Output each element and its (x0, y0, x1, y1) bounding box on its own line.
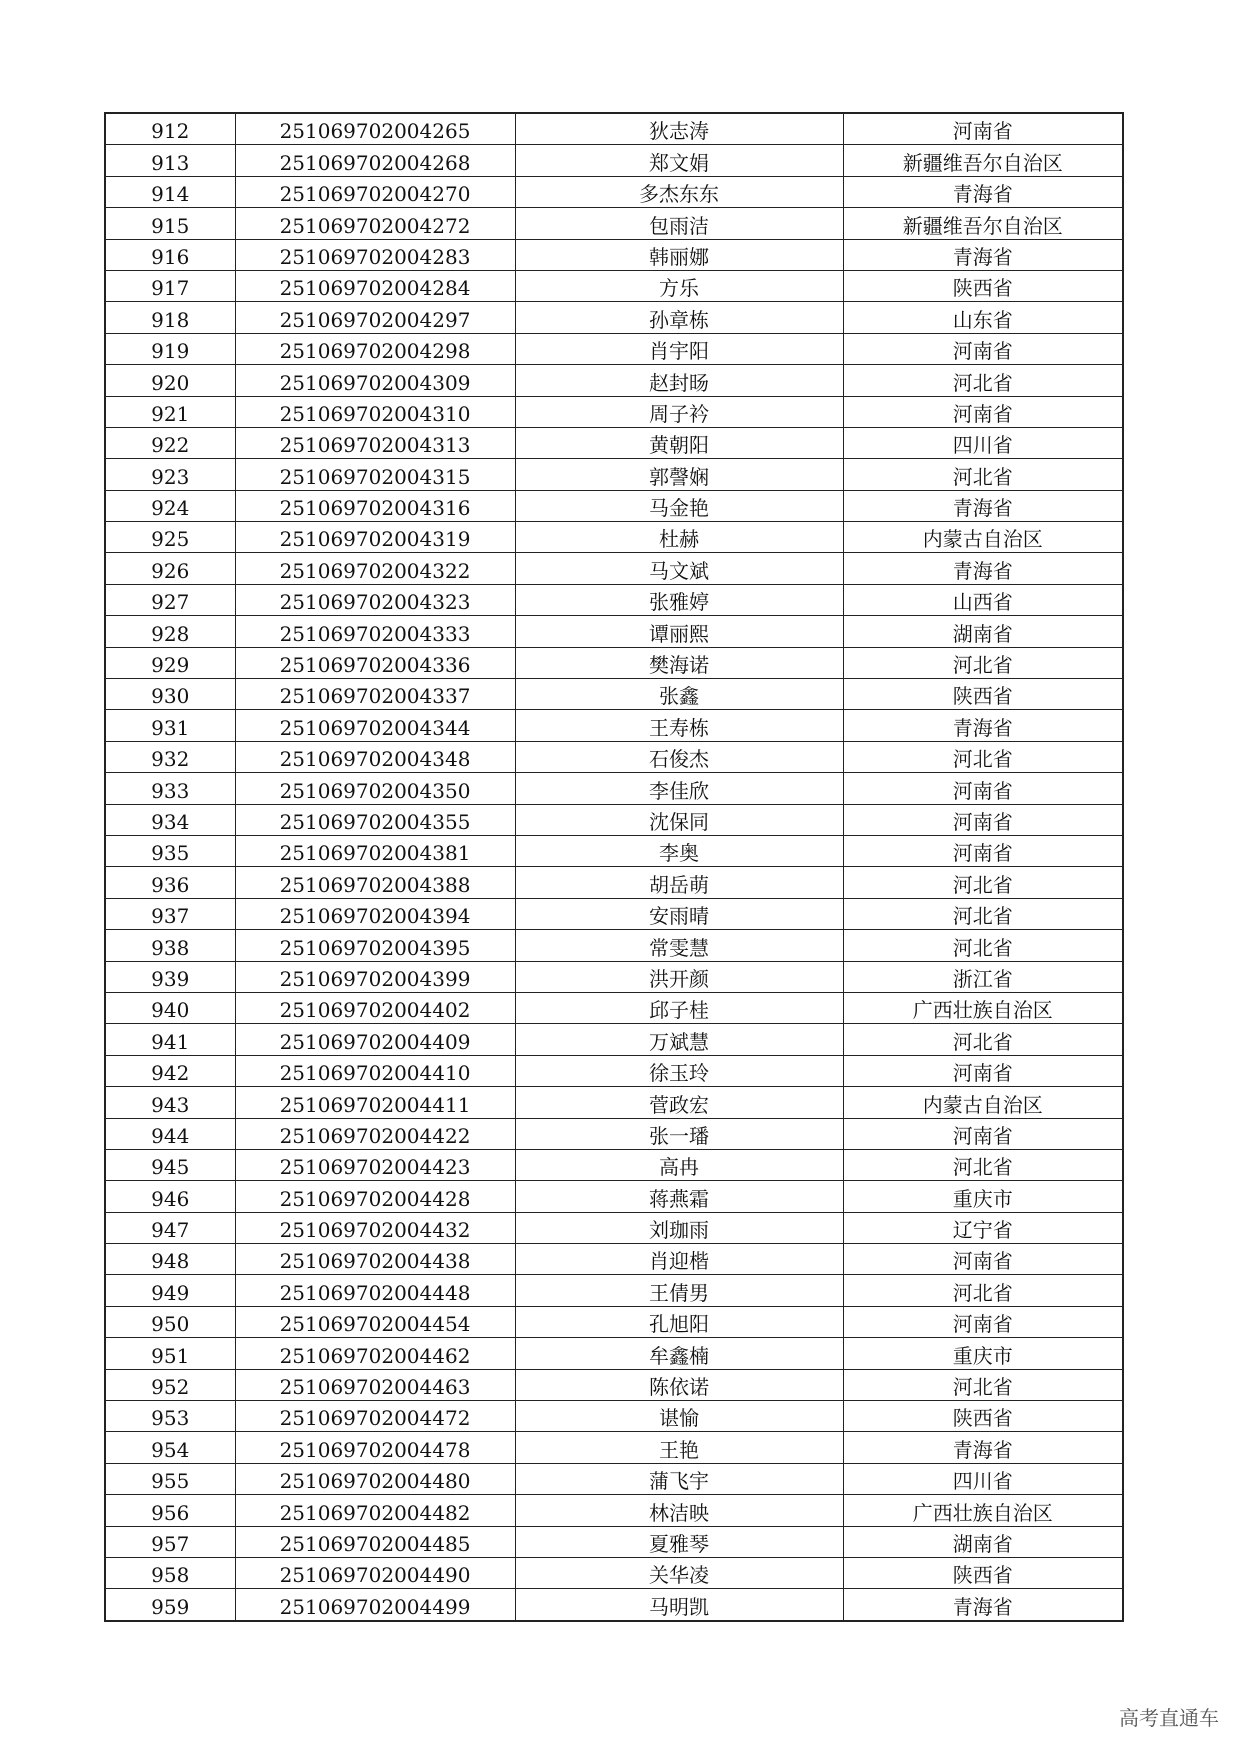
serial-number-cell: 938 (105, 930, 235, 961)
student-name-cell: 周子衿 (515, 396, 843, 427)
serial-number-cell: 951 (105, 1338, 235, 1369)
province-cell: 陕西省 (843, 270, 1123, 301)
serial-number-cell: 959 (105, 1589, 235, 1621)
table-row (105, 396, 1123, 427)
table-row (105, 176, 1123, 207)
table-row (105, 616, 1123, 647)
province-cell: 湖南省 (843, 1526, 1123, 1557)
watermark: 高考直通车 (1119, 1706, 1219, 1730)
exam-id-cell: 251069702004422 (235, 1118, 515, 1149)
exam-id-cell: 251069702004310 (235, 396, 515, 427)
table-row (105, 961, 1123, 992)
student-name-cell: 牟鑫楠 (515, 1338, 843, 1369)
student-name-cell: 马文斌 (515, 553, 843, 584)
serial-number-cell: 940 (105, 992, 235, 1023)
student-name-cell: 肖宇阳 (515, 333, 843, 364)
province-cell: 河南省 (843, 333, 1123, 364)
table-row (105, 741, 1123, 772)
serial-number-cell: 934 (105, 804, 235, 835)
student-name-cell: 马明凯 (515, 1589, 843, 1621)
province-cell: 山东省 (843, 302, 1123, 333)
student-name-cell: 高冉 (515, 1149, 843, 1180)
student-name-cell: 杜赫 (515, 522, 843, 553)
province-cell: 山西省 (843, 584, 1123, 615)
province-cell: 重庆市 (843, 1181, 1123, 1212)
student-name-cell: 徐玉玲 (515, 1055, 843, 1086)
serial-number-cell: 956 (105, 1495, 235, 1526)
student-name-cell: 夏雅琴 (515, 1526, 843, 1557)
table-row (105, 1087, 1123, 1118)
table-row (105, 1526, 1123, 1557)
province-cell: 湖南省 (843, 616, 1123, 647)
student-name-cell: 张雅婷 (515, 584, 843, 615)
exam-id-cell: 251069702004428 (235, 1181, 515, 1212)
student-name-cell: 陈依诺 (515, 1369, 843, 1400)
exam-id-cell: 251069702004350 (235, 773, 515, 804)
exam-id-cell: 251069702004265 (235, 113, 515, 145)
province-cell: 陕西省 (843, 679, 1123, 710)
table-row (105, 270, 1123, 301)
serial-number-cell: 916 (105, 239, 235, 270)
province-cell: 河北省 (843, 867, 1123, 898)
student-name-cell: 马金艳 (515, 490, 843, 521)
province-cell: 河北省 (843, 365, 1123, 396)
student-name-cell: 洪开颜 (515, 961, 843, 992)
table-row (105, 1212, 1123, 1243)
serial-number-cell: 931 (105, 710, 235, 741)
table-row (105, 459, 1123, 490)
exam-id-cell: 251069702004298 (235, 333, 515, 364)
table-row (105, 1495, 1123, 1526)
exam-id-cell: 251069702004454 (235, 1306, 515, 1337)
exam-id-cell: 251069702004355 (235, 804, 515, 835)
student-name-cell: 樊海诺 (515, 647, 843, 678)
province-cell: 新疆维吾尔自治区 (843, 208, 1123, 239)
student-name-cell: 刘珈雨 (515, 1212, 843, 1243)
province-cell: 新疆维吾尔自治区 (843, 145, 1123, 176)
province-cell: 河南省 (843, 1306, 1123, 1337)
province-cell: 内蒙古自治区 (843, 522, 1123, 553)
exam-id-cell: 251069702004344 (235, 710, 515, 741)
province-cell: 河北省 (843, 1275, 1123, 1306)
exam-id-cell: 251069702004463 (235, 1369, 515, 1400)
serial-number-cell: 958 (105, 1557, 235, 1588)
table-row (105, 930, 1123, 961)
province-cell: 河北省 (843, 647, 1123, 678)
province-cell: 河北省 (843, 1024, 1123, 1055)
table-row (105, 584, 1123, 615)
exam-id-cell: 251069702004268 (235, 145, 515, 176)
serial-number-cell: 943 (105, 1087, 235, 1118)
student-name-cell: 孙章栋 (515, 302, 843, 333)
exam-id-cell: 251069702004336 (235, 647, 515, 678)
exam-id-cell: 251069702004472 (235, 1401, 515, 1432)
serial-number-cell: 933 (105, 773, 235, 804)
table-row (105, 1557, 1123, 1588)
province-cell: 青海省 (843, 176, 1123, 207)
serial-number-cell: 955 (105, 1463, 235, 1494)
table-row (105, 1306, 1123, 1337)
serial-number-cell: 948 (105, 1244, 235, 1275)
student-name-cell: 肖迎楷 (515, 1244, 843, 1275)
serial-number-cell: 937 (105, 898, 235, 929)
table-row (105, 835, 1123, 866)
serial-number-cell: 935 (105, 835, 235, 866)
province-cell: 青海省 (843, 239, 1123, 270)
table-row (105, 427, 1123, 458)
student-name-cell: 郭謦娴 (515, 459, 843, 490)
province-cell: 河南省 (843, 1118, 1123, 1149)
table-row (105, 647, 1123, 678)
exam-id-cell: 251069702004309 (235, 365, 515, 396)
exam-id-cell: 251069702004462 (235, 1338, 515, 1369)
exam-id-cell: 251069702004319 (235, 522, 515, 553)
table-row (105, 302, 1123, 333)
exam-id-cell: 251069702004323 (235, 584, 515, 615)
student-name-cell: 沈保同 (515, 804, 843, 835)
province-cell: 内蒙古自治区 (843, 1087, 1123, 1118)
table-row (105, 898, 1123, 929)
province-cell: 青海省 (843, 1589, 1123, 1621)
province-cell: 河北省 (843, 459, 1123, 490)
serial-number-cell: 941 (105, 1024, 235, 1055)
serial-number-cell: 920 (105, 365, 235, 396)
serial-number-cell: 949 (105, 1275, 235, 1306)
serial-number-cell: 945 (105, 1149, 235, 1180)
student-name-cell: 菅政宏 (515, 1087, 843, 1118)
serial-number-cell: 930 (105, 679, 235, 710)
student-name-cell: 张一璠 (515, 1118, 843, 1149)
student-name-cell: 谭丽熙 (515, 616, 843, 647)
student-name-cell: 多杰东东 (515, 176, 843, 207)
exam-id-cell: 251069702004284 (235, 270, 515, 301)
province-cell: 广西壮族自治区 (843, 992, 1123, 1023)
serial-number-cell: 954 (105, 1432, 235, 1463)
serial-number-cell: 944 (105, 1118, 235, 1149)
student-name-cell: 黄朝阳 (515, 427, 843, 458)
exam-id-cell: 251069702004333 (235, 616, 515, 647)
exam-id-cell: 251069702004411 (235, 1087, 515, 1118)
province-cell: 河南省 (843, 835, 1123, 866)
province-cell: 河南省 (843, 804, 1123, 835)
table-row (105, 804, 1123, 835)
table-row (105, 867, 1123, 898)
student-name-cell: 石俊杰 (515, 741, 843, 772)
province-cell: 河南省 (843, 113, 1123, 145)
table-row (105, 1118, 1123, 1149)
serial-number-cell: 927 (105, 584, 235, 615)
exam-id-cell: 251069702004409 (235, 1024, 515, 1055)
table-row (105, 1338, 1123, 1369)
table-row (105, 1024, 1123, 1055)
exam-id-cell: 251069702004423 (235, 1149, 515, 1180)
province-cell: 河北省 (843, 1369, 1123, 1400)
student-name-cell: 王寿栋 (515, 710, 843, 741)
table-row (105, 239, 1123, 270)
exam-id-cell: 251069702004283 (235, 239, 515, 270)
province-cell: 河南省 (843, 1055, 1123, 1086)
province-cell: 河北省 (843, 930, 1123, 961)
serial-number-cell: 913 (105, 145, 235, 176)
serial-number-cell: 946 (105, 1181, 235, 1212)
student-name-cell: 李奥 (515, 835, 843, 866)
serial-number-cell: 947 (105, 1212, 235, 1243)
student-name-cell: 赵封旸 (515, 365, 843, 396)
student-name-cell: 韩丽娜 (515, 239, 843, 270)
exam-id-cell: 251069702004480 (235, 1463, 515, 1494)
student-name-cell: 包雨洁 (515, 208, 843, 239)
serial-number-cell: 939 (105, 961, 235, 992)
table-row (105, 1432, 1123, 1463)
exam-id-cell: 251069702004402 (235, 992, 515, 1023)
serial-number-cell: 936 (105, 867, 235, 898)
table-row (105, 553, 1123, 584)
province-cell: 陕西省 (843, 1557, 1123, 1588)
student-name-cell: 安雨晴 (515, 898, 843, 929)
student-name-cell: 郑文娟 (515, 145, 843, 176)
student-name-cell: 张鑫 (515, 679, 843, 710)
table-row (105, 1369, 1123, 1400)
serial-number-cell: 952 (105, 1369, 235, 1400)
table-row (105, 113, 1123, 145)
serial-number-cell: 926 (105, 553, 235, 584)
exam-id-cell: 251069702004315 (235, 459, 515, 490)
table-row (105, 1401, 1123, 1432)
serial-number-cell: 929 (105, 647, 235, 678)
student-name-cell: 林洁映 (515, 1495, 843, 1526)
exam-id-cell: 251069702004316 (235, 490, 515, 521)
exam-id-cell: 251069702004388 (235, 867, 515, 898)
table-row (105, 1244, 1123, 1275)
serial-number-cell: 922 (105, 427, 235, 458)
province-cell: 陕西省 (843, 1401, 1123, 1432)
province-cell: 四川省 (843, 1463, 1123, 1494)
student-name-cell: 邱子桂 (515, 992, 843, 1023)
serial-number-cell: 925 (105, 522, 235, 553)
table-row (105, 1589, 1123, 1621)
province-cell: 浙江省 (843, 961, 1123, 992)
student-name-cell: 万斌慧 (515, 1024, 843, 1055)
exam-id-cell: 251069702004490 (235, 1557, 515, 1588)
serial-number-cell: 953 (105, 1401, 235, 1432)
exam-id-cell: 251069702004270 (235, 176, 515, 207)
province-cell: 河南省 (843, 1244, 1123, 1275)
serial-number-cell: 918 (105, 302, 235, 333)
exam-id-cell: 251069702004485 (235, 1526, 515, 1557)
province-cell: 青海省 (843, 490, 1123, 521)
student-name-cell: 常雯慧 (515, 930, 843, 961)
province-cell: 河南省 (843, 773, 1123, 804)
table-row (105, 490, 1123, 521)
serial-number-cell: 921 (105, 396, 235, 427)
student-name-cell: 蒋燕霜 (515, 1181, 843, 1212)
roster-table (104, 112, 1124, 1622)
province-cell: 河北省 (843, 741, 1123, 772)
exam-id-cell: 251069702004478 (235, 1432, 515, 1463)
province-cell: 重庆市 (843, 1338, 1123, 1369)
table-row (105, 710, 1123, 741)
exam-id-cell: 251069702004399 (235, 961, 515, 992)
exam-id-cell: 251069702004381 (235, 835, 515, 866)
serial-number-cell: 928 (105, 616, 235, 647)
table-row (105, 773, 1123, 804)
exam-id-cell: 251069702004337 (235, 679, 515, 710)
table-row (105, 522, 1123, 553)
exam-id-cell: 251069702004395 (235, 930, 515, 961)
exam-id-cell: 251069702004410 (235, 1055, 515, 1086)
exam-id-cell: 251069702004322 (235, 553, 515, 584)
student-name-cell: 方乐 (515, 270, 843, 301)
student-name-cell: 王倩男 (515, 1275, 843, 1306)
exam-id-cell: 251069702004438 (235, 1244, 515, 1275)
student-name-cell: 胡岳萌 (515, 867, 843, 898)
exam-id-cell: 251069702004394 (235, 898, 515, 929)
province-cell: 青海省 (843, 710, 1123, 741)
exam-id-cell: 251069702004448 (235, 1275, 515, 1306)
table-row (105, 679, 1123, 710)
student-name-cell: 蒲飞宇 (515, 1463, 843, 1494)
province-cell: 青海省 (843, 1432, 1123, 1463)
exam-id-cell: 251069702004313 (235, 427, 515, 458)
serial-number-cell: 957 (105, 1526, 235, 1557)
table-row (105, 208, 1123, 239)
exam-id-cell: 251069702004432 (235, 1212, 515, 1243)
province-cell: 河北省 (843, 898, 1123, 929)
serial-number-cell: 915 (105, 208, 235, 239)
student-name-cell: 孔旭阳 (515, 1306, 843, 1337)
table-row (105, 333, 1123, 364)
exam-id-cell: 251069702004297 (235, 302, 515, 333)
table-row (105, 1149, 1123, 1180)
exam-id-cell: 251069702004272 (235, 208, 515, 239)
table-row (105, 145, 1123, 176)
province-cell: 河北省 (843, 1149, 1123, 1180)
serial-number-cell: 923 (105, 459, 235, 490)
student-name-cell: 谌愉 (515, 1401, 843, 1432)
serial-number-cell: 912 (105, 113, 235, 145)
serial-number-cell: 917 (105, 270, 235, 301)
province-cell: 河南省 (843, 396, 1123, 427)
serial-number-cell: 914 (105, 176, 235, 207)
exam-id-cell: 251069702004348 (235, 741, 515, 772)
roster-body (105, 113, 1123, 1621)
serial-number-cell: 932 (105, 741, 235, 772)
table-row (105, 992, 1123, 1023)
province-cell: 辽宁省 (843, 1212, 1123, 1243)
table-row (105, 365, 1123, 396)
table-row (105, 1463, 1123, 1494)
student-name-cell: 李佳欣 (515, 773, 843, 804)
province-cell: 青海省 (843, 553, 1123, 584)
serial-number-cell: 950 (105, 1306, 235, 1337)
table-row (105, 1055, 1123, 1086)
table-row (105, 1181, 1123, 1212)
student-name-cell: 王艳 (515, 1432, 843, 1463)
serial-number-cell: 942 (105, 1055, 235, 1086)
student-name-cell: 狄志涛 (515, 113, 843, 145)
serial-number-cell: 919 (105, 333, 235, 364)
student-name-cell: 关华凌 (515, 1557, 843, 1588)
exam-id-cell: 251069702004482 (235, 1495, 515, 1526)
province-cell: 广西壮族自治区 (843, 1495, 1123, 1526)
table-row (105, 1275, 1123, 1306)
serial-number-cell: 924 (105, 490, 235, 521)
province-cell: 四川省 (843, 427, 1123, 458)
exam-id-cell: 251069702004499 (235, 1589, 515, 1621)
